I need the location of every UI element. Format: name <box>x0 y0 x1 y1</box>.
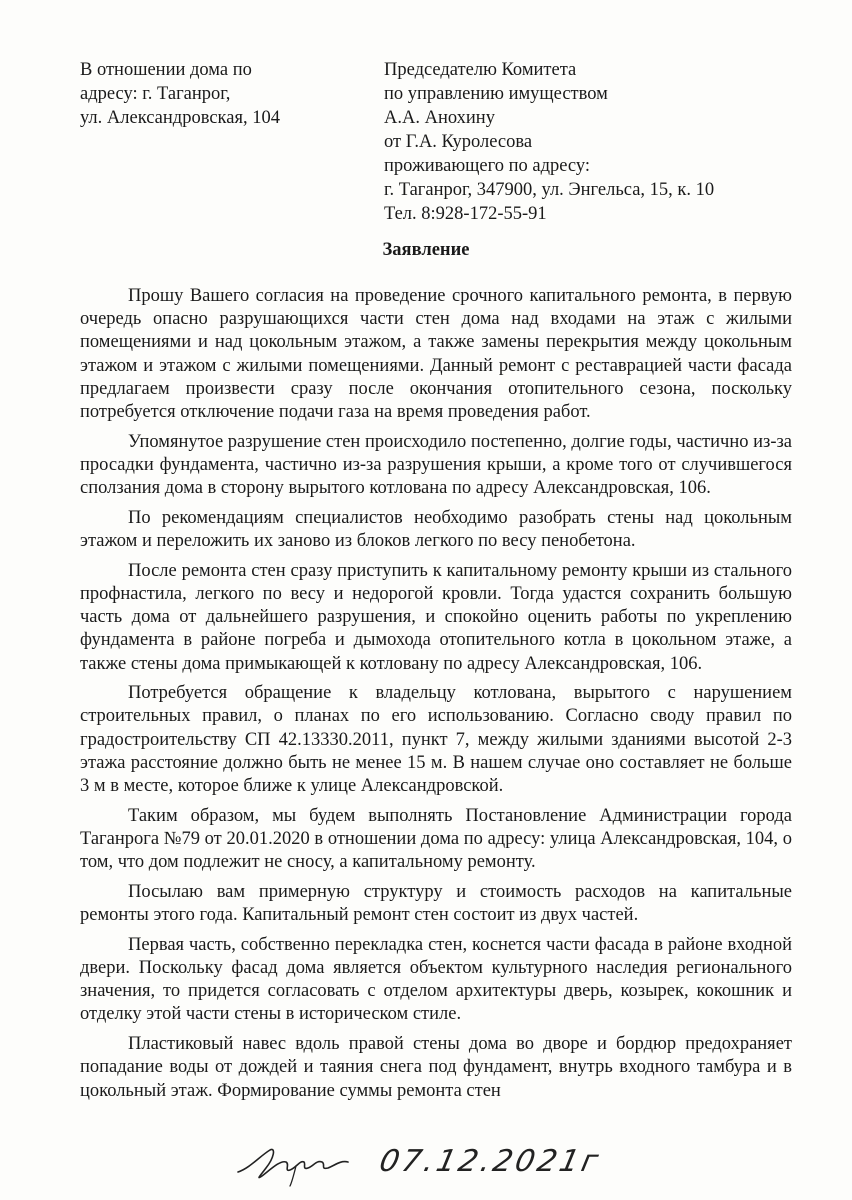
body-paragraph: Таким образом, мы будем выполнять Постановление Администрации города Таганрога №79 от 20.01.2020 в отношении дома по адресу: улица Александровская, 104, о том, что дом подлежит не сносу, а капитальному ремонту. <box>80 805 792 873</box>
handwritten-date: 07.12.2021г <box>376 1144 605 1179</box>
signature-date-area <box>230 1138 610 1188</box>
document-title: Заявление <box>382 240 470 260</box>
body-paragraph: После ремонта стен сразу приступить к капитальному ремонту крыши из стального профнастила, легкого по весу и недорогой кровли. Тогда удастся сохранить большую часть дома от дальнейшего разрушения, и спокойно оценить работы по укреплению фундамента в районе погреба и дымохода отопительного котла в цокольном этаже, а также стены дома примыкающей к котловану по адресу Александровская, 106. <box>80 560 792 674</box>
subject-address-line: В отношении дома по <box>80 60 252 80</box>
body-paragraph: Потребуется обращение к владельцу котлована, вырытого с нарушением строительных правил, о планах по его использованию. Согласно своду правил по градостроительству СП 42.13330.2011, пункт 7, между жилыми зданиями высотой 2-3 этажа расстояние должно быть не менее 15 м. В нашем случае оно составляет не больше 3 м в месте, которое ближе к улице Александровской. <box>80 683 792 797</box>
recipient-title: Председателю Комитета <box>384 60 577 80</box>
recipient-name: А.А. Анохину <box>384 108 495 128</box>
subject-address-line: ул. Александровская, 104 <box>80 108 280 128</box>
body-paragraph: Посылаю вам примерную структуру и стоимость расходов на капитальные ремонты этого года. Капитальный ремонт стен состоит из двух частей. <box>80 881 792 926</box>
body-paragraph: Упомянутое разрушение стен происходило постепенно, долгие годы, частично из-за просадки фундамента, частично из-за разрушения крыши, а кроме того от случившегося сползания дома в сторону вырытого котлована по адресу Александровская, 106. <box>80 431 793 499</box>
body-paragraph: Пластиковый навес вдоль правой стены дома во дворе и бордюр предохраняет попадание воды от дождей и таяния снега под фундамент, внутрь входного тамбура и в цокольный этаж. Формирование суммы ремонта стен <box>80 1034 792 1101</box>
sender-address: г. Таганрог, 347900, ул. Энгельса, 15, к. 10 <box>384 180 715 200</box>
sender-address-label: проживающего по адресу: <box>384 156 591 176</box>
subject-address-line: адресу: г. Таганрог, <box>80 84 231 104</box>
recipient-sender-block <box>384 58 714 226</box>
document-body <box>80 285 792 1109</box>
sender-name: от Г.А. Куролесова <box>384 132 533 152</box>
body-paragraph: Первая часть, собственно перекладка стен, коснется части фасада в районе входной двери. Поскольку фасад дома является объектом культурного наследия регионального значения, то придется согласовать с отделом архитектуры дверь, козырек, кокошник и отделку этой части стены в историческом стиле. <box>80 934 792 1025</box>
recipient-department: по управлению имуществом <box>384 84 608 104</box>
body-paragraph: По рекомендациям специалистов необходимо разобрать стены над цокольным этажом и переложить их заново из блоков легкого по весу пенобетона. <box>80 507 792 552</box>
handwritten-signature <box>230 1138 380 1188</box>
subject-address-block <box>80 58 280 130</box>
body-paragraph: Прошу Вашего согласия на проведение срочного капитального ремонта, в первую очередь опасно разрушающихся части стен дома над входами на этаж с жилыми помещениями и над цокольным этажом, а также замены перекрытия между цокольным этажом и этажом с жилыми помещениями. Данный ремонт с реставрацией части фасада предлагаем произвести сразу после окончания отопительного сезона, поскольку потребуется отключение подачи газа на время проведения работ. <box>80 286 792 423</box>
sender-phone: Тел. 8:928-172-55-91 <box>384 204 547 224</box>
